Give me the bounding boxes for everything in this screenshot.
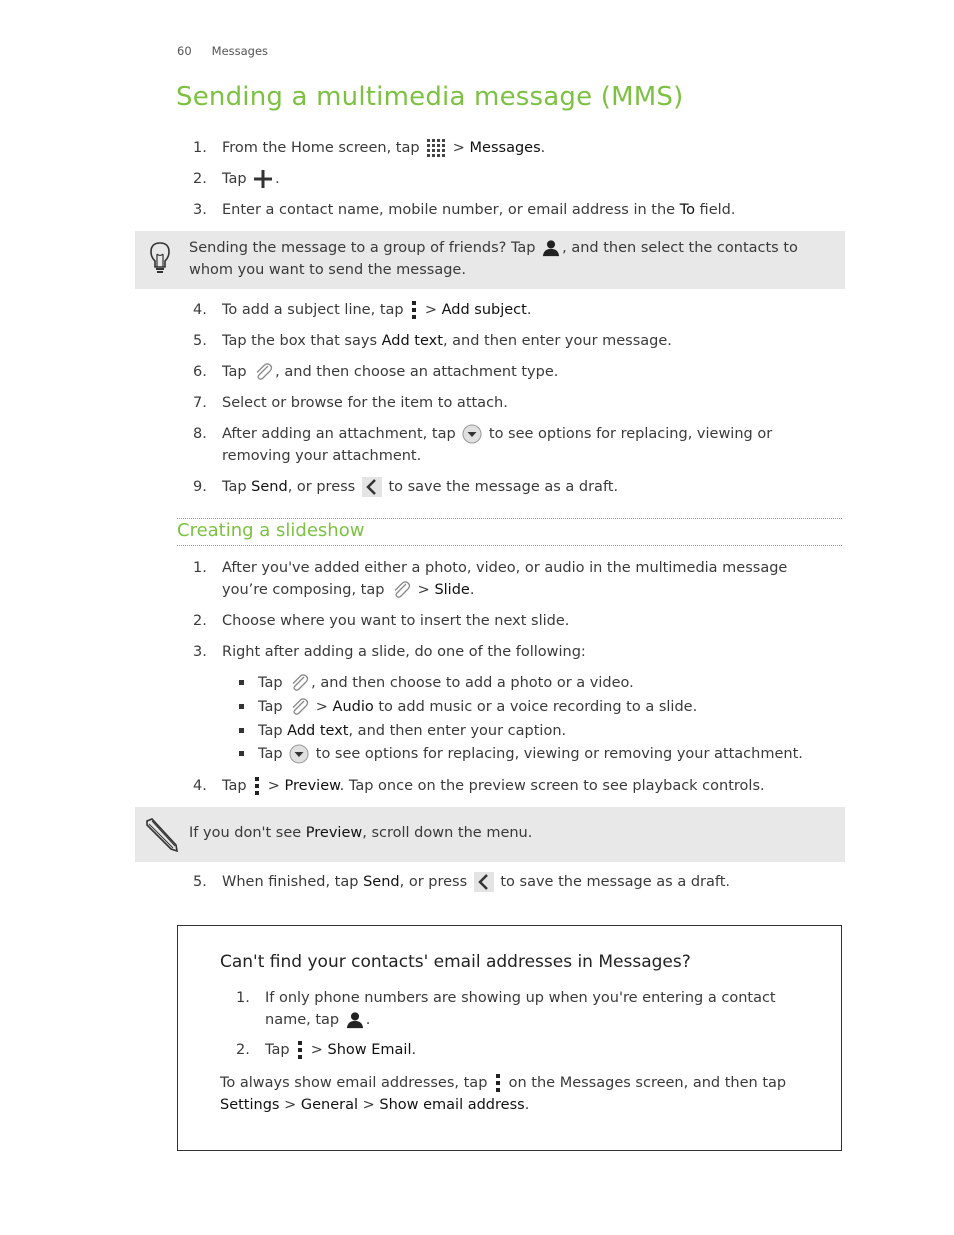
dropdown-arrow-icon — [462, 424, 482, 444]
menu-icon — [253, 776, 261, 796]
paperclip-icon — [391, 580, 411, 600]
page-number: 60 — [177, 44, 192, 58]
menu-icon — [410, 300, 418, 320]
lightbulb-icon — [148, 241, 172, 275]
tip-callout: Sending the message to a group of friends? Tap , and then select the contacts to whom you want to send the message. — [135, 231, 845, 289]
divider — [177, 518, 842, 519]
person-icon — [346, 1010, 364, 1030]
info-box-heading: Can't find your contacts' email addresses in Messages? — [220, 952, 691, 972]
back-icon — [474, 872, 494, 892]
info-box: Can't find your contacts' email addresses in Messages? 1. If only phone numbers are showing up when you're entering a contact name, tap . 2. Tap > Show Email. To always show email addresses, tap on the Messages screen, and then tap Settings > General > Show email address. — [177, 925, 842, 1151]
page-title: Sending a multimedia message (MMS) — [176, 82, 684, 112]
dropdown-arrow-icon — [289, 744, 309, 764]
paperclip-icon — [289, 697, 309, 717]
paperclip-icon — [253, 362, 273, 382]
plus-icon — [253, 169, 273, 189]
person-icon — [542, 238, 560, 258]
info-paragraph: To always show email addresses, tap on the Messages screen, and then tap Settings > General > Show email address. — [220, 1075, 787, 1113]
menu-icon — [494, 1073, 502, 1093]
apps-grid-icon — [426, 138, 446, 158]
back-icon — [362, 477, 382, 497]
subheading: Creating a slideshow — [177, 520, 365, 541]
pencil-icon — [143, 817, 179, 853]
section-name: Messages — [211, 44, 269, 58]
page-header — [177, 44, 268, 58]
note-callout: If you don't see Preview, scroll down the menu. — [135, 807, 845, 862]
divider — [177, 545, 842, 546]
menu-icon — [296, 1040, 304, 1060]
paperclip-icon — [289, 673, 309, 693]
